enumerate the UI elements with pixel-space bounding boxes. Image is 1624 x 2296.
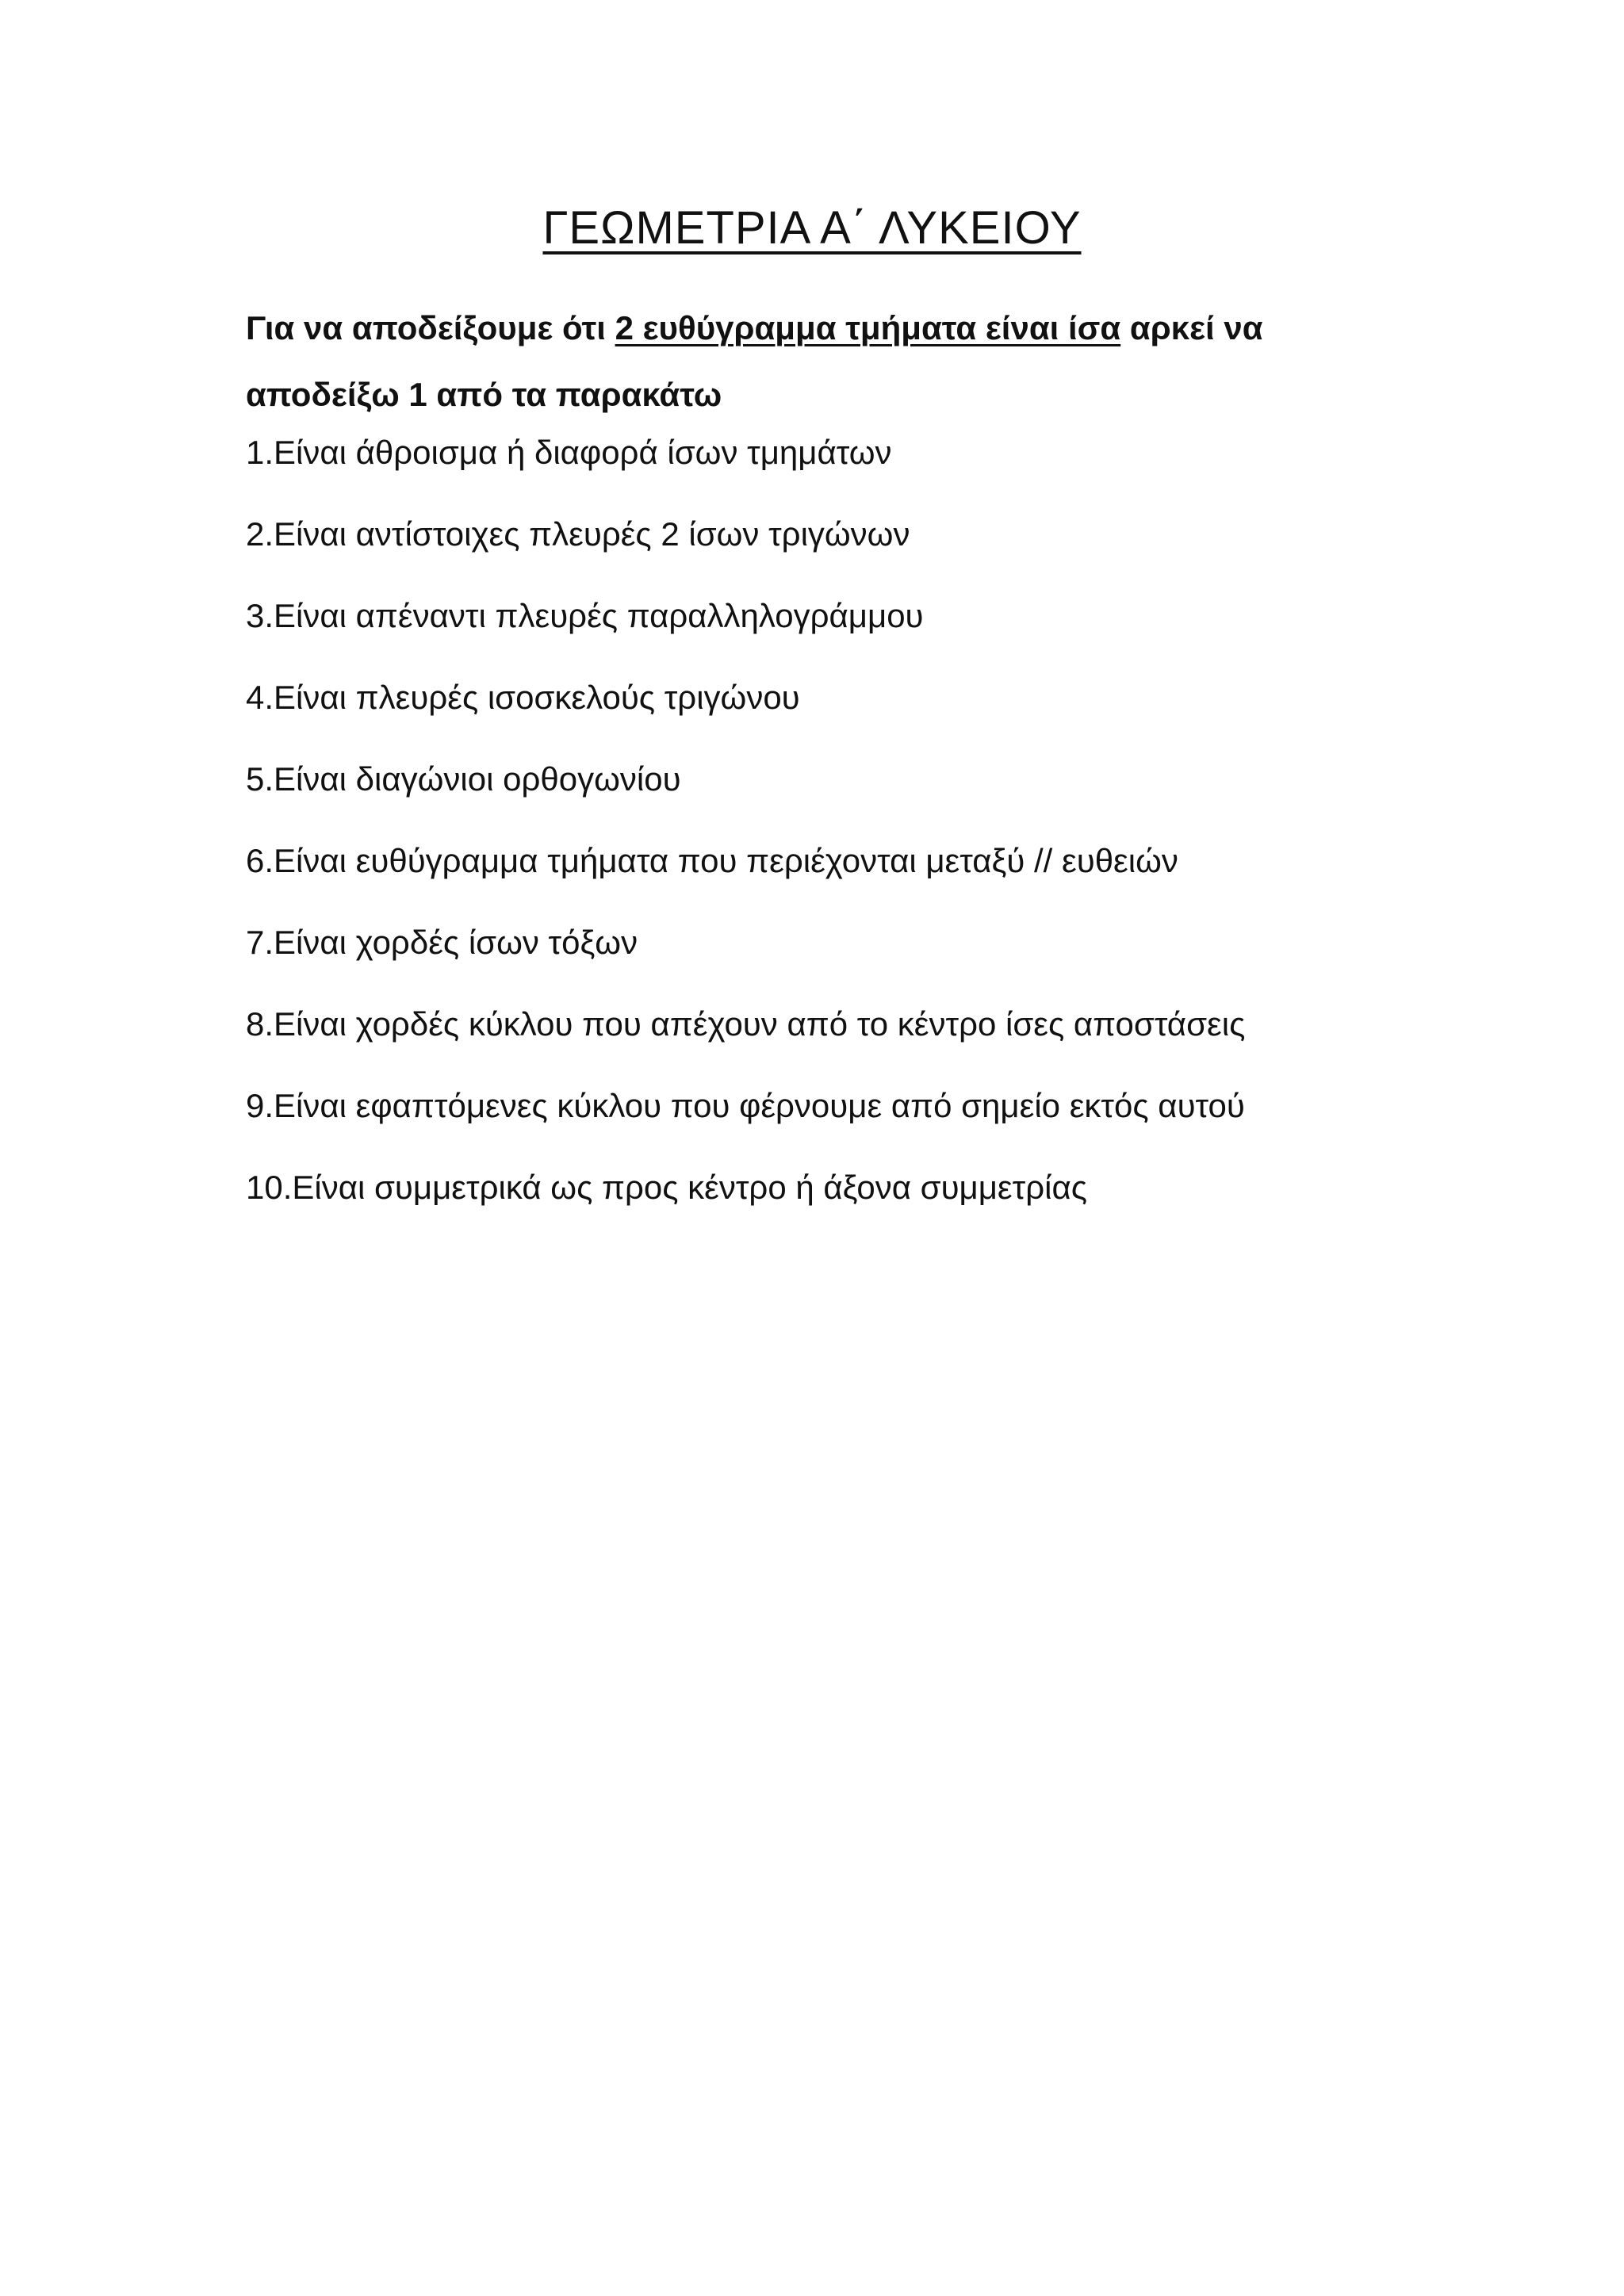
list-item: 6.Είναι ευθύγραμμα τμήματα που περιέχονται μεταξύ // ευθειών: [246, 842, 1178, 879]
intro-underlined-phrase: 2 ευθύγραμμα τμήματα είναι ίσα: [615, 309, 1121, 346]
list-item: 7.Είναι χορδές ίσων τόξων: [246, 924, 638, 961]
list-item: 3.Είναι απέναντι πλευρές παραλληλογράμμου: [246, 597, 924, 634]
list-item: 10.Είναι συμμετρικά ως προς κέντρο ή άξονα συμμετρίας: [246, 1169, 1087, 1206]
list-item: 1.Είναι άθροισμα ή διαφορά ίσων τμημάτων: [246, 434, 892, 471]
page-title: [0, 197, 1624, 260]
list-item: 2.Είναι αντίστοιχες πλευρές 2 ίσων τριγώνων: [246, 515, 910, 553]
list-item: 5.Είναι διαγώνιοι ορθογωνίου: [246, 760, 681, 798]
criteria-list: [246, 431, 1396, 1248]
page-title-text: ΓΕΩΜΕΤΡΙΑ Α΄ ΛΥΚΕΙΟΥ: [542, 202, 1082, 254]
list-item: 4.Είναι πλευρές ισοσκελούς τριγώνου: [246, 679, 800, 716]
intro-text-end: αρκεί να αποδείξω 1 από τα παρακάτω: [246, 309, 1263, 413]
intro-text-start: Για να αποδείξουμε ότι: [246, 309, 615, 346]
list-item: 8.Είναι χορδές κύκλου που απέχουν από το κέντρο ίσες αποστάσεις: [246, 1005, 1246, 1043]
list-item: 9.Είναι εφαπτόμενες κύκλου που φέρνουμε από σημείο εκτός αυτού: [246, 1087, 1245, 1124]
intro-paragraph: [246, 295, 1372, 428]
